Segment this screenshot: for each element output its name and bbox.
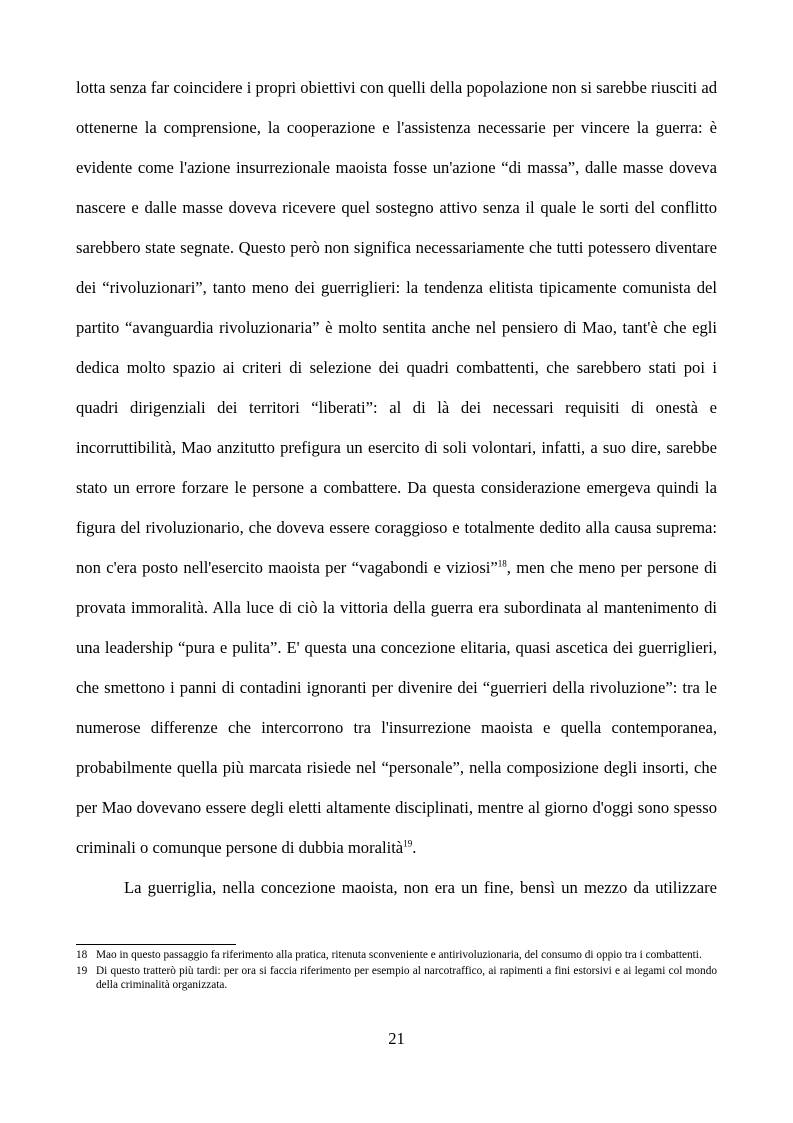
footnotes [76,948,717,994]
footnote-text: Mao in questo passaggio fa riferimento alla pratica, ritenuta sconveniente e antirivoluzionaria, del consumo di oppio tra i combattenti. [96,949,702,961]
footnote-number: 18 [76,949,88,961]
footnote-ref-19: 19 [403,838,413,849]
body-text [76,68,717,908]
paragraph-1-text-a: lotta senza far coincidere i propri obiettivi con quelli della popolazione non si sarebbe riusciti ad ottenerne la comprensione, la cooperazione e l'assistenza necessarie per vincere la guerra: è evidente come l'azione insurrezionale maoista fosse un'azione “di massa”, dalle masse doveva nascere e dalle masse doveva ricevere quel sostegno attivo senza il quale le sorti del conflitto sarebbero state segnate. Questo però non significa necessariamente che tutti potessero diventare dei “rivoluzionari”, tanto meno dei guerriglieri: la tendenza elitista tipicamente comunista del partito “avanguardia rivoluzionaria” è molto sentita anche nel pensiero di Mao, tant'è che egli dedica molto spazio ai criteri di selezione dei quadri combattenti, che sarebbero stati poi i quadri dirigenziali dei territori “liberati”: al di là dei necessari requisiti di onestà e incorruttibilità, Mao anzitutto prefigura un esercito di soli volontari, infatti, a suo dire, sarebbe stato un errore forzare le persone a combattere. Da questa considerazione emergeva quindi la figura del rivoluzionario, che doveva essere coraggioso e totalmente dedito alla causa suprema: non c'era posto nell'esercito maoista per “vagabondi e viziosi” [76,78,717,577]
paragraph-2: La guerriglia, nella concezione maoista, non era un fine, bensì un mezzo da utilizzare [124,878,717,897]
paragraph-1 [76,68,717,868]
footnote-18 [76,948,717,962]
footnote-text: Di questo tratterò più tardi: per ora si faccia riferimento per esempio al narcotraffico, ai rapimenti a fini estorsivi e ai legami col mondo della criminalità organizzata. [96,965,717,991]
page-number: 21 [388,1029,405,1048]
footnote-ref-18: 18 [497,558,507,569]
paragraph-1-text-b: , men che meno per persone di provata immoralità. Alla luce di ciò la vittoria della guerra era subordinata al mantenimento di una leadership “pura e pulita”. E' questa una concezione elitaria, quasi ascetica dei guerriglieri, che smettono i panni di contadini ignoranti per divenire dei “guerrieri della rivoluzione”: tra le numerose differenze che intercorrono tra l'insurrezione maoista e quella contemporanea, probabilmente quella più marcata risiede nel “personale”, nella composizione degli insorti, che per Mao dovevano essere degli eletti altamente disciplinati, mentre al giorno d'oggi sono spesso criminali o comunque persone di dubbia moralità [76,558,717,857]
footnote-separator [76,944,236,945]
paragraph-1-text-c: . [412,838,417,857]
footnote-19 [76,964,717,992]
footnote-number: 19 [76,965,88,977]
